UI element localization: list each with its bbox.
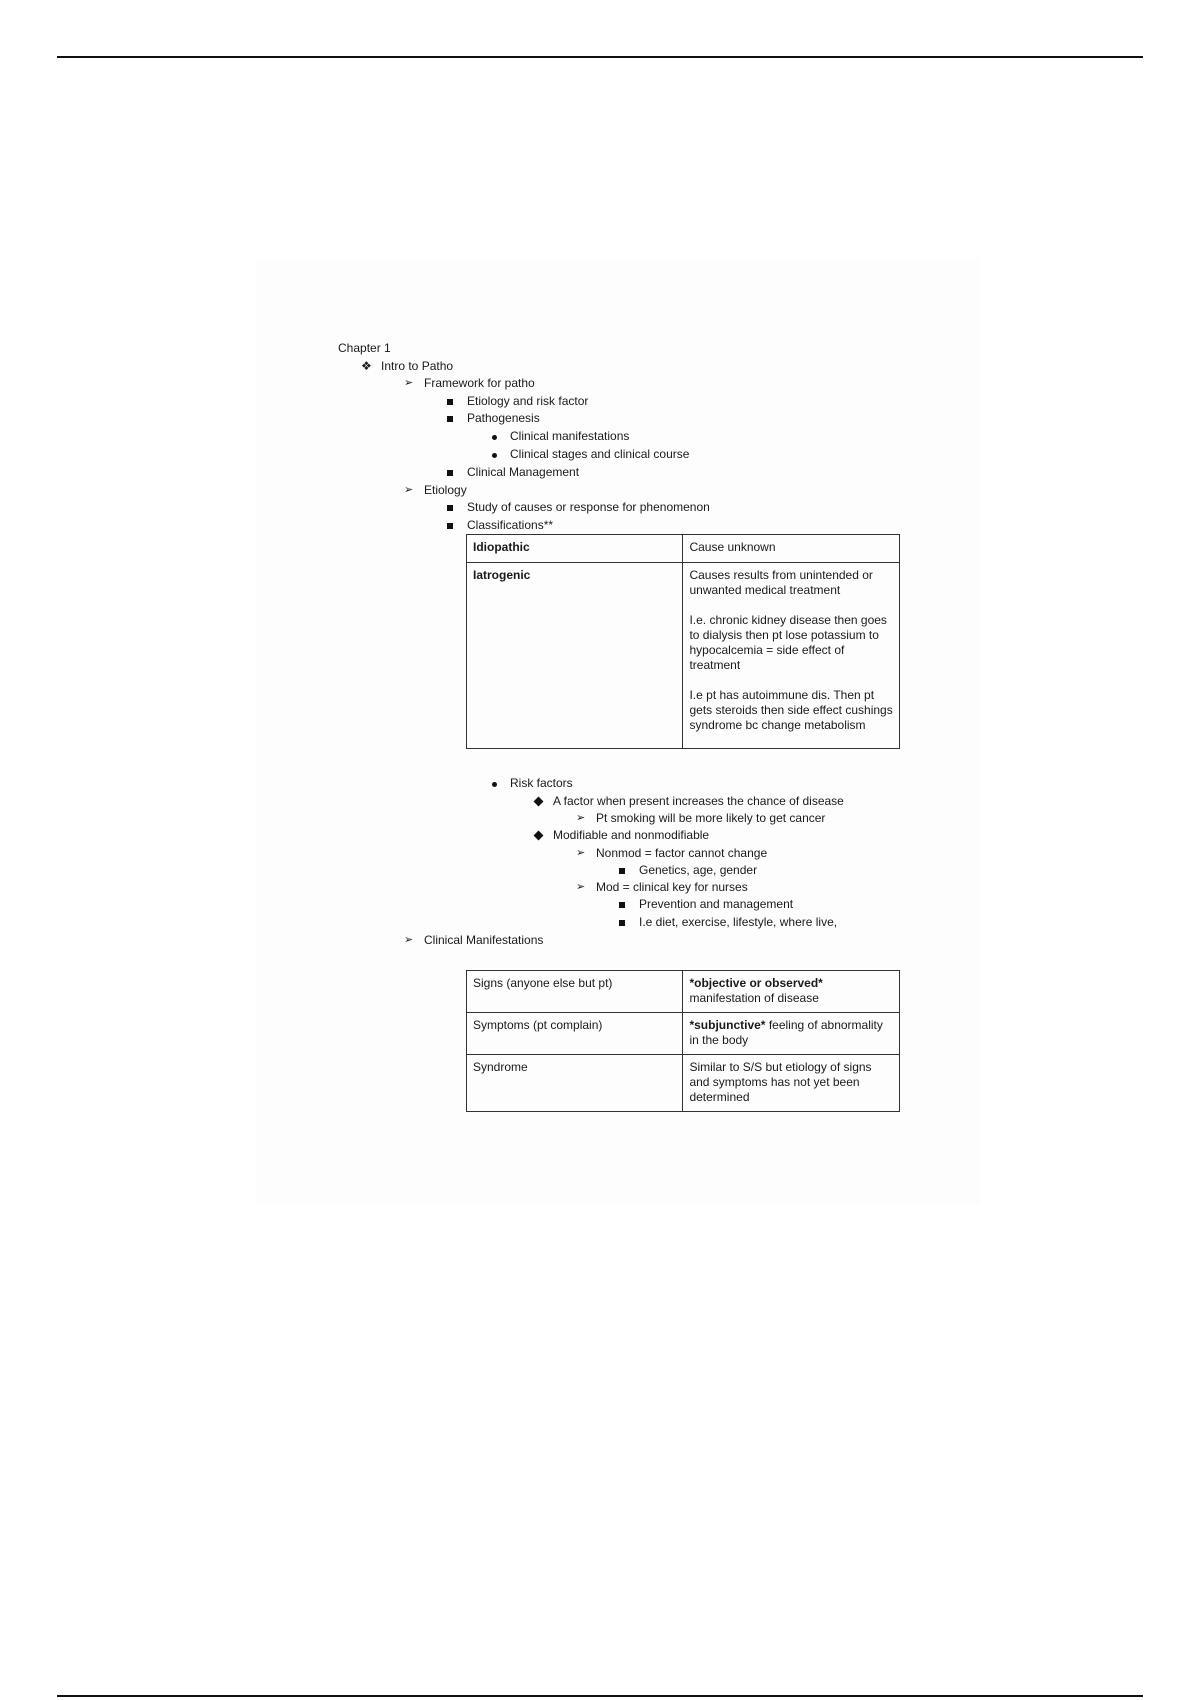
- square-bullet-icon: [619, 902, 625, 908]
- manifestations-heading: Clinical Manifestations: [424, 933, 544, 947]
- table-desc-cell: *subjunctive* feeling of abnormality in the body: [683, 1013, 900, 1055]
- risk-mod-example: Prevention and management: [639, 897, 794, 911]
- framework-item: Clinical Management: [467, 465, 580, 479]
- table-row: [467, 971, 900, 1013]
- header-rule: [57, 56, 1143, 58]
- arrow-bullet-icon: ➢: [576, 881, 586, 893]
- arrow-bullet-icon: ➢: [576, 847, 586, 859]
- square-bullet-icon: [619, 868, 625, 874]
- table-desc-cell: *objective or observed* manifestation of disease: [683, 971, 900, 1013]
- pathogenesis-sub-item: Clinical manifestations: [510, 429, 630, 443]
- table-row: [467, 1013, 900, 1055]
- risk-modifiable: Modifiable and nonmodifiable: [553, 828, 710, 842]
- table-desc-cell: Similar to S/S but etiology of signs and symptoms has not yet been determined: [683, 1055, 900, 1112]
- square-bullet-icon: [447, 399, 453, 405]
- manifestations-table: [466, 970, 900, 1112]
- square-bullet-icon: [447, 416, 453, 422]
- table-desc-cell: Causes results from unintended or unwanted medical treatment I.e. chronic kidney disease then goes to dialysis then pt lose potassium to hypocalcemia = side effect of treatment I.e pt has autoimmune dis. Then pt gets steroids then side effect cushings syndrome bc change metabolism: [683, 563, 900, 749]
- framework-item: Etiology and risk factor: [467, 394, 589, 408]
- risk-mod-example: I.e diet, exercise, lifestyle, where live,: [639, 915, 838, 929]
- classification-table: [466, 534, 900, 749]
- etiology-item: Study of causes or response for phenomenon: [467, 500, 710, 514]
- framework-heading: Framework for patho: [424, 376, 535, 390]
- risk-example: Pt smoking will be more likely to get cancer: [596, 811, 826, 825]
- arrow-bullet-icon: ➢: [404, 377, 414, 389]
- round-bullet-icon: [492, 435, 497, 440]
- square-bullet-icon: [447, 505, 453, 511]
- arrow-bullet-icon: ➢: [404, 934, 414, 946]
- pathogenesis-sub-item: Clinical stages and clinical course: [510, 447, 690, 461]
- table-row: [467, 535, 900, 563]
- etiology-item: Classifications**: [467, 518, 554, 532]
- table-term-cell: Symptoms (pt complain): [467, 1013, 683, 1055]
- square-bullet-icon: [447, 523, 453, 529]
- arrow-bullet-icon: ➢: [404, 484, 414, 496]
- etiology-heading: Etiology: [424, 483, 467, 497]
- chapter-title: Chapter 1: [338, 341, 391, 355]
- square-bullet-icon: [619, 920, 625, 926]
- risk-definition: A factor when present increases the chance of disease: [553, 794, 844, 808]
- footer-rule: [57, 1695, 1143, 1697]
- table-term-cell: Idiopathic: [467, 535, 683, 563]
- section-intro-patho: Intro to Patho: [381, 359, 454, 373]
- round-bullet-icon: [492, 453, 497, 458]
- table-term-cell: Syndrome: [467, 1055, 683, 1112]
- framework-item: Pathogenesis: [467, 411, 540, 425]
- risk-nonmod: Nonmod = factor cannot change: [596, 846, 768, 860]
- table-term-cell: Iatrogenic: [467, 563, 683, 749]
- table-desc-cell: Cause unknown: [683, 535, 900, 563]
- risk-nonmod-example: Genetics, age, gender: [639, 863, 758, 877]
- table-term-cell: Signs (anyone else but pt): [467, 971, 683, 1013]
- risk-factors-heading: Risk factors: [510, 776, 573, 790]
- square-bullet-icon: [447, 470, 453, 476]
- risk-mod: Mod = clinical key for nurses: [596, 880, 748, 894]
- arrow-bullet-icon: ➢: [576, 812, 586, 824]
- table-row: [467, 1055, 900, 1112]
- round-bullet-icon: [492, 782, 497, 787]
- table-row: [467, 563, 900, 749]
- four-diamond-bullet-icon: ❖: [361, 359, 372, 373]
